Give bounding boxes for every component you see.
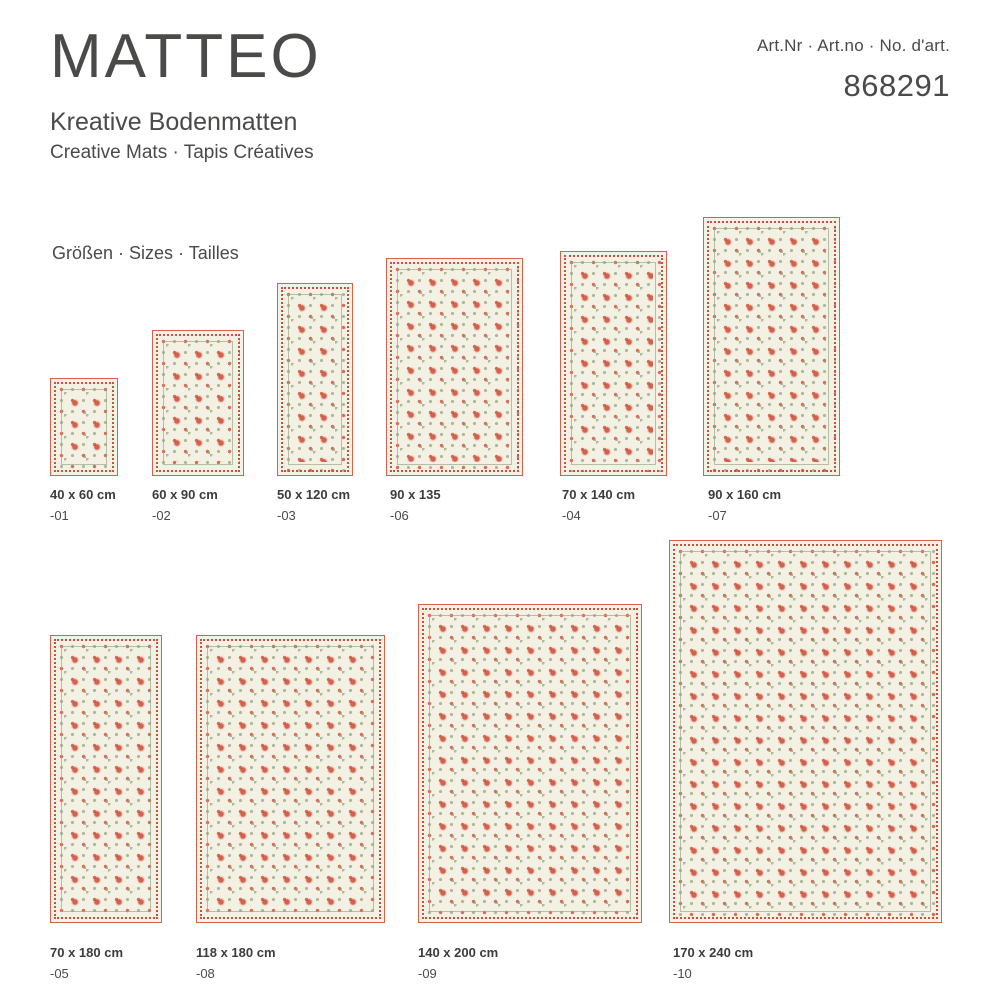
mat-size-label	[50, 487, 116, 523]
mat-size-label	[708, 487, 781, 523]
article-number-value: 868291	[843, 68, 950, 103]
mat-size-text: 50 x 120 cm	[277, 487, 351, 502]
mat-size-text: 70 x 180 cm	[50, 945, 124, 960]
mat-size-text: 90 x 160 cm	[708, 487, 782, 502]
subtitle-german: Kreative Bodenmatten	[50, 108, 298, 136]
mat-size-label	[562, 487, 635, 523]
mat-variant-code: -05	[50, 966, 69, 981]
mat-swatch[interactable]	[669, 540, 942, 923]
mat-size-label	[673, 945, 753, 981]
page-header	[50, 24, 950, 194]
mat-swatch[interactable]	[277, 283, 353, 476]
mat-swatch[interactable]	[152, 330, 244, 476]
sizes-heading: Größen · Sizes · Tailles	[52, 243, 239, 263]
mat-pattern	[673, 544, 938, 919]
mat-size-text: 90 x 135	[390, 487, 441, 502]
mat-size-text: 40 x 60 cm	[50, 487, 116, 502]
mat-pattern	[707, 221, 836, 472]
mat-size-label	[390, 487, 441, 523]
mat-variant-code: -03	[277, 508, 296, 523]
mat-pattern	[54, 639, 158, 919]
mat-pattern	[281, 287, 349, 472]
mat-variant-code: -09	[418, 966, 437, 981]
mat-size-label	[277, 487, 350, 523]
mat-pattern	[156, 334, 240, 472]
mat-size-text: 70 x 140 cm	[562, 487, 636, 502]
mat-size-text: 170 x 240 cm	[673, 945, 754, 960]
mat-variant-code: -10	[673, 966, 692, 981]
page-title: MATTEO	[50, 22, 322, 91]
mat-size-label	[50, 945, 123, 981]
mat-variant-code: -08	[196, 966, 215, 981]
mat-swatch[interactable]	[196, 635, 385, 923]
mat-swatch[interactable]	[560, 251, 667, 476]
mat-variant-code: -06	[390, 508, 409, 523]
mat-pattern	[422, 608, 638, 919]
subtitle-translations: Creative Mats · Tapis Créatives	[50, 141, 314, 163]
mat-size-label	[152, 487, 218, 523]
mat-size-text: 118 x 180 cm	[196, 945, 276, 960]
mat-variant-code: -01	[50, 508, 69, 523]
mat-pattern	[200, 639, 381, 919]
mat-size-label	[196, 945, 276, 981]
mat-swatch[interactable]	[50, 378, 118, 476]
mat-size-text: 140 x 200 cm	[418, 945, 499, 960]
mat-swatch[interactable]	[418, 604, 642, 923]
article-number-label: Art.Nr · Art.no · No. d'art.	[756, 36, 950, 55]
mat-swatch[interactable]	[703, 217, 840, 476]
mat-size-label	[418, 945, 498, 981]
mat-size-text: 60 x 90 cm	[152, 487, 218, 502]
mat-pattern	[54, 382, 114, 472]
mat-variant-code: -02	[152, 508, 171, 523]
mat-pattern	[564, 255, 663, 472]
mat-variant-code: -07	[708, 508, 727, 523]
mat-swatch[interactable]	[386, 258, 523, 476]
mat-swatch[interactable]	[50, 635, 162, 923]
article-number-block	[757, 36, 950, 104]
mat-pattern	[390, 262, 519, 472]
mat-variant-code: -04	[562, 508, 581, 523]
